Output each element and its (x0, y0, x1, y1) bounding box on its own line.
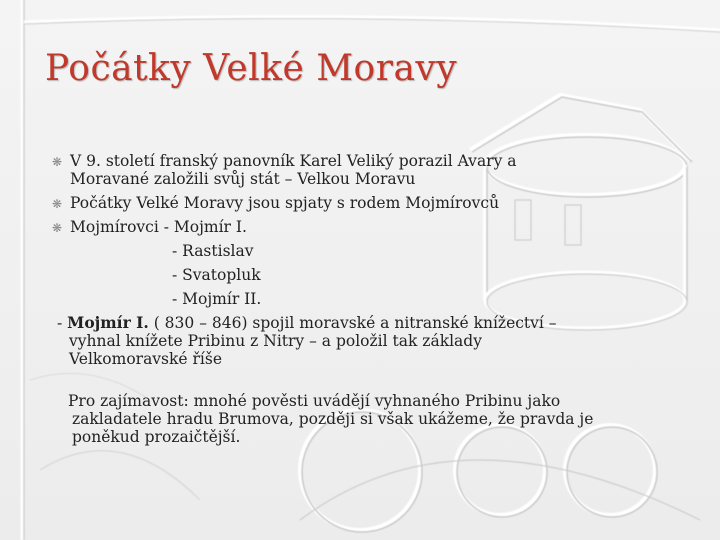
note-paragraph (52, 392, 652, 446)
mojmir-line: Velkomoravské říše (69, 350, 223, 368)
slide-content (52, 152, 652, 446)
bullet-text-line: V 9. století franský panovník Karel Veliký porazil Avary a (70, 152, 517, 170)
mojmir-line: vyhnal knížete Pribinu z Nitry – a položil tak základy (69, 332, 482, 350)
mojmir-name: Mojmír I. (67, 313, 149, 332)
bullet-item (52, 194, 652, 212)
ruler-item: - Mojmír II. (172, 290, 262, 308)
note-line: zakladatele hradu Brumova, později si však ukážeme, že pravda je (72, 410, 594, 428)
bullet-item (52, 152, 652, 188)
slide-title: Počátky Velké Moravy (45, 48, 458, 89)
mojmir-paragraph (52, 314, 652, 368)
bullet-text: Počátky Velké Moravy jsou spjaty s rodem Mojmírovců (70, 194, 500, 212)
mojmir-rest: ( 830 – 846) spojil moravské a nitranské knížectví – (148, 314, 557, 332)
ruler-item: - Rastislav (172, 242, 254, 260)
ruler-item: - Svatopluk (172, 266, 261, 284)
mojmir-line (57, 314, 652, 332)
bullet-text: Mojmírovci - Mojmír I. (70, 218, 247, 236)
fish-icon: ❋ (52, 197, 63, 211)
dash-prefix: - (57, 314, 68, 332)
fish-icon: ❋ (52, 155, 63, 169)
note-line: Pro zajímavost: mnohé pověsti uvádějí vyhnaného Pribinu jako (68, 392, 561, 410)
note-line: poněkud prozaičtější. (72, 428, 241, 446)
bullet-item (52, 218, 652, 236)
bullet-text-line: Moravané založili svůj stát – Velkou Moravu (70, 170, 416, 188)
fish-icon: ❋ (52, 221, 63, 235)
